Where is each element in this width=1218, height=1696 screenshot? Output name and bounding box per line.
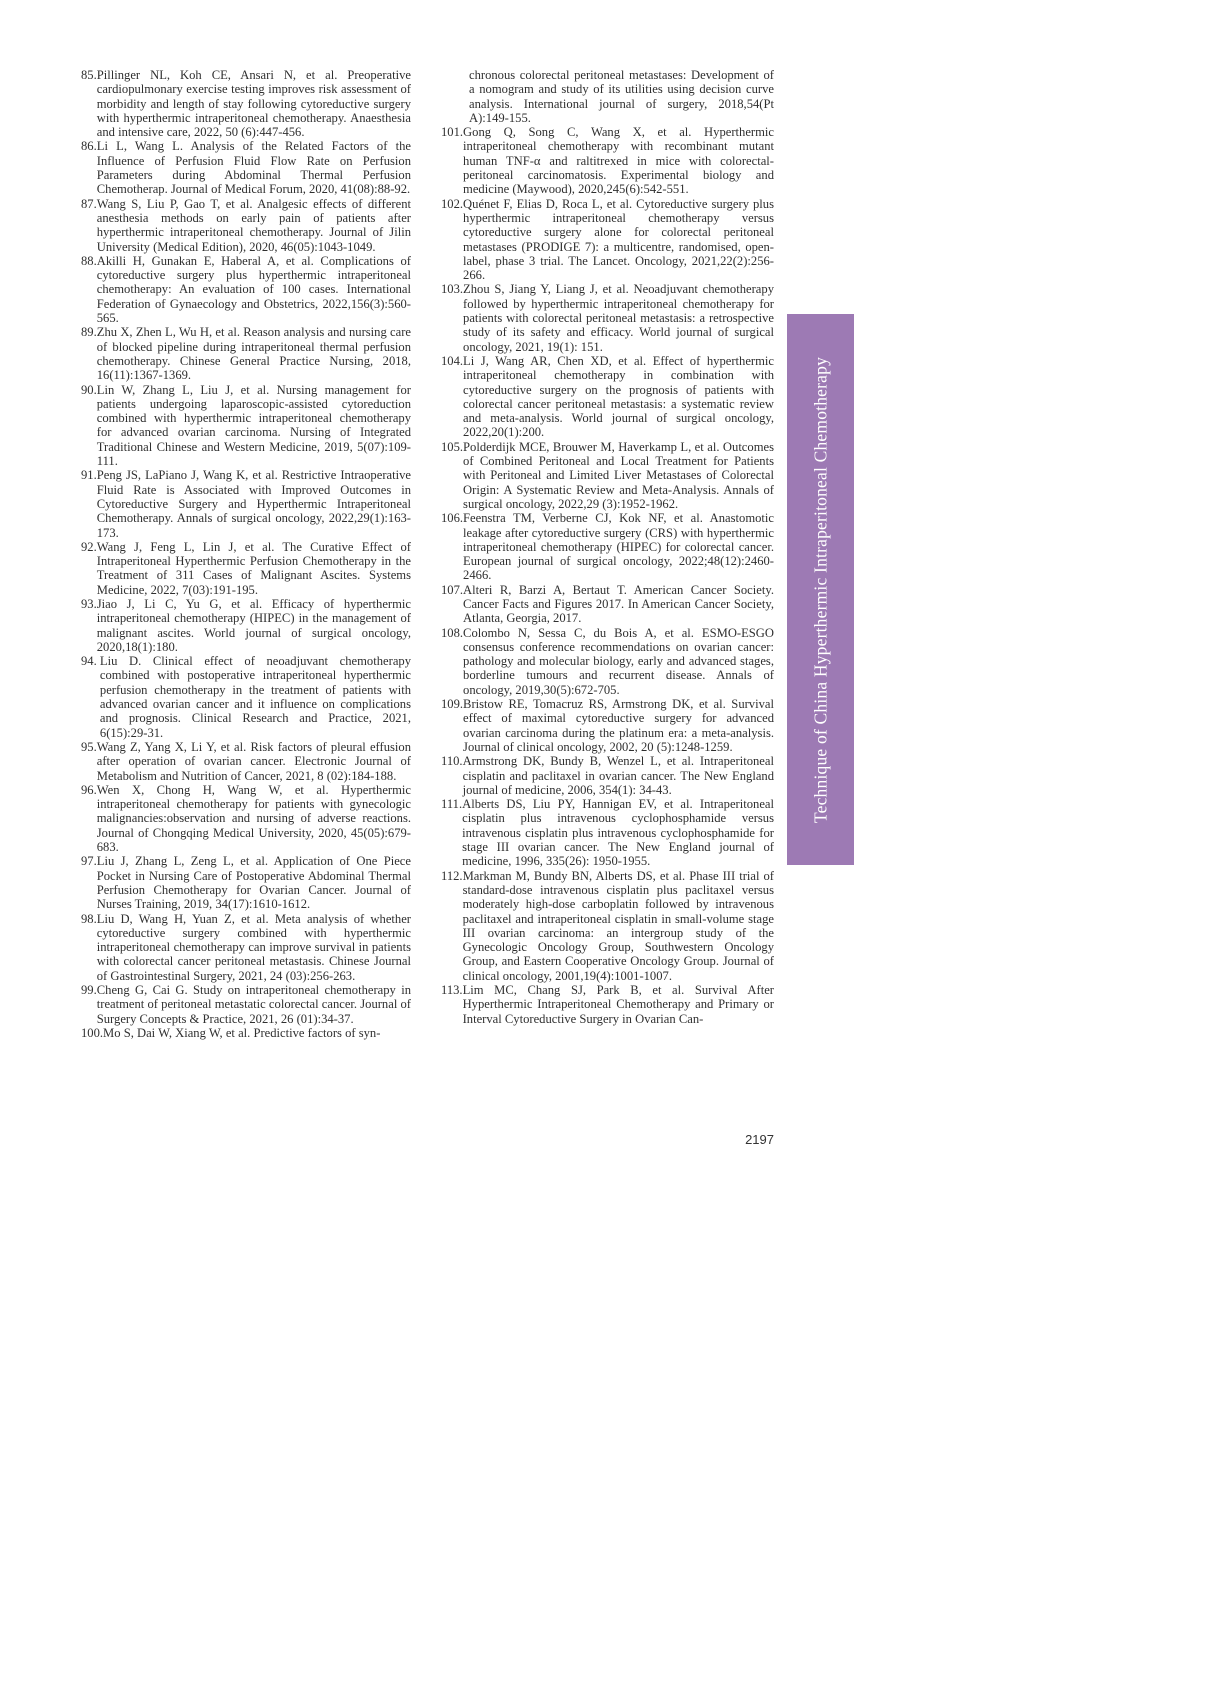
reference-text: Markman M, Bundy BN, Alberts DS, et al. Phase III trial of standard-dose intravenous cisplatin plus paclitaxel versus moderately high-dose carboplatin followed by intravenous paclitaxel and intraperitoneal cisplatin in small-volume stage III ovarian carcinoma: an intergroup study of the Gynecologic Oncology Group, Southwestern Oncology Group, and Eastern Cooperative Oncology Group. Journal of clinical oncology, 2001,19(4):1001-1007. xyxy=(462,868,774,983)
reference-text: Liu D. Clinical effect of neoadjuvant chemotherapy combined with postoperative intraperitoneal hyperthermic perfusion chemotherapy in the treatment of patients with advanced ovarian cancer and it influence on complications and prognosis. Clinical Research and Practice, 2021, 6(15):29-31. xyxy=(99,654,411,740)
reference-item xyxy=(441,626,774,697)
reference-item xyxy=(81,597,411,654)
reference-item xyxy=(441,697,774,754)
reference-number: 112. xyxy=(441,868,463,883)
reference-item xyxy=(81,383,411,469)
reference-text: Feenstra TM, Verberne CJ, Kok NF, et al. Anastomotic leakage after cytoreductive surgery (CRS) with hyperthermic intraperitoneal chemotherapy (HIPEC) for colorectal cancer. European journal of surgical oncology, 2022;48(12):2460-2466. xyxy=(463,511,774,583)
reference-number: 88. xyxy=(81,253,97,268)
reference-number: 87. xyxy=(81,196,97,211)
reference-number: 104. xyxy=(441,353,464,368)
reference-item xyxy=(81,139,411,196)
reference-text: Akilli H, Gunakan E, Haberal A, et al. Complications of cytoreductive surgery plus hyperthermic intraperitoneal chemotherapy: An evaluation of 100 cases. International Federation of Gynaecology and Obstetrics, 2022,156(3):560-565. xyxy=(96,253,411,326)
reference-number: 110. xyxy=(441,754,463,769)
reference-number: 102. xyxy=(441,196,464,211)
reference-item xyxy=(81,1026,411,1040)
reference-item xyxy=(441,511,774,582)
reference-number: 94. xyxy=(81,654,100,669)
reference-text: Peng JS, LaPiano J, Wang K, et al. Restrictive Intraoperative Fluid Rate is Associated with Improved Outcomes in Cytoreductive Surgery and Hyperthermic Intraperitoneal Chemotherapy. Annals of surgical oncology, 2022,29(1):163-173. xyxy=(96,468,411,540)
reference-number: 86. xyxy=(81,139,97,154)
reference-text: Polderdijk MCE, Brouwer M, Haverkamp L, et al. Outcomes of Combined Peritoneal and Local Treatment for Patients with Peritoneal and Limited Liver Metastases of Colorectal Origin: A Systematic Review and Meta-Analysis. Annals of surgical oncology, 2022,29 (3):1952-1962. xyxy=(463,439,774,511)
reference-text: Lim MC, Chang SJ, Park B, et al. Survival After Hyperthermic Intraperitoneal Chemotherapy and Primary or Interval Cytoreductive Surgery in Ovarian Can- xyxy=(462,983,774,1026)
reference-number: 103. xyxy=(441,282,464,297)
reference-number: 91. xyxy=(81,468,97,483)
reference-item xyxy=(81,468,411,539)
reference-item xyxy=(441,869,774,983)
reference-number: 85. xyxy=(81,68,97,82)
reference-item xyxy=(441,583,774,626)
reference-text: Wang J, Feng L, Lin J, et al. The Curative Effect of Intraperitoneal Hyperthermic Perfusion Chemotherapy in the Treatment of 311 Cases of Malignant Ascites. Systems Medicine, 2022, 7(03):191-195. xyxy=(96,539,411,597)
reference-number: 90. xyxy=(81,382,97,397)
reference-text: Liu J, Zhang L, Zeng L, et al. Application of One Piece Pocket in Nursing Care of Postoperative Abdominal Thermal Perfusion Chemotherapy for Ovarian Cancer. Journal of Nurses Training, 2019, 34(17):1610-1612. xyxy=(96,854,411,912)
reference-item xyxy=(441,440,774,511)
reference-text: chronous colorectal peritoneal metastases: Development of a nomogram and study of its utilities using decision curve analysis. International journal of surgery, 2018,54(Pt A):149-155. xyxy=(469,68,774,125)
reference-text: Quénet F, Elias D, Roca L, et al. Cytoreductive surgery plus hyperthermic intraperitoneal chemotherapy versus cytoreductive surgery alone for colorectal peritoneal metastases (PRODIGE 7): a multicentre, randomised, open-label, phase 3 trial. The Lancet. Oncology, 2021,22(2):256-266. xyxy=(463,196,774,283)
reference-item xyxy=(81,740,411,783)
reference-text: Wang Z, Yang X, Li Y, et al. Risk factors of pleural effusion after operation of ovarian cancer. Electronic Journal of Metabolism and Nutrition of Cancer, 2021, 8 (02):184-188. xyxy=(96,739,411,783)
reference-text: Zhou S, Jiang Y, Liang J, et al. Neoadjuvant chemotherapy followed by hyperthermic intraperitoneal chemotherapy for patients with colorectal peritoneal metastasis: a retrospective study of its safety and efficacy. World journal of surgical oncology, 2021, 19(1): 151. xyxy=(463,282,774,354)
reference-item xyxy=(81,68,411,139)
reference-item xyxy=(81,912,411,983)
reference-item xyxy=(441,68,774,125)
reference-number: 105. xyxy=(441,439,464,454)
reference-item xyxy=(81,540,411,597)
reference-item xyxy=(441,197,774,283)
reference-number: 89. xyxy=(81,325,97,340)
reference-number: 98. xyxy=(81,911,97,926)
reference-number: 93. xyxy=(81,596,97,611)
reference-text: Alteri R, Barzi A, Bertaut T. American Cancer Society. Cancer Facts and Figures 2017. In American Cancer Society, Atlanta, Georgia, 2017. xyxy=(463,582,774,626)
reference-number: 107. xyxy=(441,582,464,597)
reference-number: 96. xyxy=(81,782,97,797)
page-number: 2197 xyxy=(745,1132,774,1147)
reference-text: Liu D, Wang H, Yuan Z, et al. Meta analysis of whether cytoreductive surgery combined with hyperthermic intraperitoneal chemotherapy can improve survival in patients with colorectal cancer peritoneal metastasis. Chinese Journal of Gastrointestinal Surgery, 2021, 24 (03):256-263. xyxy=(96,911,411,983)
reference-text: Li L, Wang L. Analysis of the Related Factors of the Influence of Perfusion Fluid Flow Rate on Perfusion Parameters during Abdominal Thermal Perfusion Chemotherap. Journal of Medical Forum, 2020, 41(08):88-92. xyxy=(96,139,411,197)
reference-item xyxy=(441,754,774,797)
reference-item xyxy=(81,983,411,1026)
reference-number: 100. xyxy=(81,1025,104,1040)
side-banner xyxy=(787,314,854,865)
reference-item xyxy=(441,797,774,868)
reference-number: 101. xyxy=(441,125,464,140)
reference-item xyxy=(441,983,774,1026)
reference-text: Armstrong DK, Bundy B, Wenzel L, et al. Intraperitoneal cisplatin and paclitaxel in ovarian cancer. The New England journal of medicine, 2006, 354(1): 34-43. xyxy=(462,754,774,797)
reference-text: Gong Q, Song C, Wang X, et al. Hyperthermic intraperitoneal chemotherapy with recombinant mutant human TNF-α and raltitrexed in mice with colorectal-peritoneal carcinomatosis. Experimental biology and medicine (Maywood), 2020,245(6):542-551. xyxy=(463,125,774,197)
reference-number: 108. xyxy=(441,625,464,640)
reference-number: 113. xyxy=(441,983,463,997)
reference-item xyxy=(441,125,774,196)
reference-text: Zhu X, Zhen L, Wu H, et al. Reason analysis and nursing care of blocked pipeline during intraperitoneal thermal perfusion chemotherapy. Chinese General Practice Nursing, 2018, 16(11):1367-1369. xyxy=(96,325,411,383)
reference-item xyxy=(441,282,774,353)
reference-text: Lin W, Zhang L, Liu J, et al. Nursing management for patients undergoing laparoscopic-assisted cytoreduction combined with hyperthermic intraperitoneal chemotherapy for advanced ovarian carcinoma. Nursing of Integrated Traditional Chinese and Western Medicine, 2019, 5(07):109-111. xyxy=(96,382,411,469)
reference-text: Jiao J, Li C, Yu G, et al. Efficacy of hyperthermic intraperitoneal chemotherapy (HIPEC) in the management of malignant ascites. World journal of surgical oncology, 2020,18(1):180. xyxy=(96,596,411,654)
reference-text: Wang S, Liu P, Gao T, et al. Analgesic effects of different anesthesia methods on early pain of patients after hyperthermic intraperitoneal chemotherapy. Journal of Jilin University (Medical Edition), 2020, 46(05):1043-1049. xyxy=(96,196,411,254)
reference-text: Colombo N, Sessa C, du Bois A, et al. ESMO-ESGO consensus conference recommendations on ovarian cancer: pathology and molecular biology, early and advanced stages, borderline tumours and recurrent disease. Annals of oncology, 2019,30(5):672-705. xyxy=(463,625,774,697)
reference-number: 111. xyxy=(441,797,463,812)
reference-item xyxy=(81,783,411,854)
reference-number: 95. xyxy=(81,739,97,754)
reference-number: 97. xyxy=(81,854,97,869)
reference-number: 99. xyxy=(81,983,97,997)
reference-text: Alberts DS, Liu PY, Hannigan EV, et al. Intraperitoneal cisplatin plus intravenous cyclophosphamide versus intravenous cisplatin plus intravenous cyclophosphamide for stage III ovarian cancer. The New England journal of medicine, 1996, 335(26): 1950-1955. xyxy=(462,797,774,869)
reference-number: 106. xyxy=(441,511,464,526)
reference-column-right xyxy=(441,68,774,1026)
reference-item xyxy=(81,254,411,325)
reference-text: Wen X, Chong H, Wang W, et al. Hyperthermic intraperitoneal chemotherapy for patients with gynecologic malignancies:observation and nursing of adverse reactions. Journal of Chongqing Medical University, 2020, 45(05):679-683. xyxy=(96,782,411,855)
reference-text: Mo S, Dai W, Xiang W, et al. Predictive factors of syn- xyxy=(103,1025,381,1040)
side-banner-title: Technique of China Hyperthermic Intraperitoneal Chemotherapy xyxy=(810,356,830,823)
reference-item xyxy=(81,197,411,254)
reference-number: 92. xyxy=(81,539,97,554)
reference-number: 109. xyxy=(441,697,464,712)
reference-text: Cheng G, Cai G. Study on intraperitoneal chemotherapy in treatment of peritoneal metastatic colorectal cancer. Journal of Surgery Concepts & Practice, 2021, 26 (01):34-37. xyxy=(96,983,411,1026)
reference-text: Bristow RE, Tomacruz RS, Armstrong DK, et al. Survival effect of maximal cytoreductive surgery for advanced ovarian carcinoma during the platinum era: a meta-analysis. Journal of clinical oncology, 2002, 20 (5):1248-1259. xyxy=(463,697,774,754)
reference-item xyxy=(81,325,411,382)
reference-item xyxy=(81,854,411,911)
reference-text: Pillinger NL, Koh CE, Ansari N, et al. Preoperative cardiopulmonary exercise testing improves risk assessment of morbidity and length of stay following cytoreductive surgery with hyperthermic intraperitoneal chemotherapy. Anaesthesia and intensive care, 2022, 50 (6):447-456. xyxy=(96,68,411,140)
reference-text: Li J, Wang AR, Chen XD, et al. Effect of hyperthermic intraperitoneal chemotherapy in combination with cytoreductive surgery on the prognosis of patients with colorectal cancer peritoneal metastasis: a systematic review and meta-analysis. World journal of surgical oncology, 2022,20(1):200. xyxy=(463,353,774,440)
reference-item xyxy=(81,654,411,740)
reference-column-left xyxy=(81,68,411,1040)
reference-item xyxy=(441,354,774,440)
